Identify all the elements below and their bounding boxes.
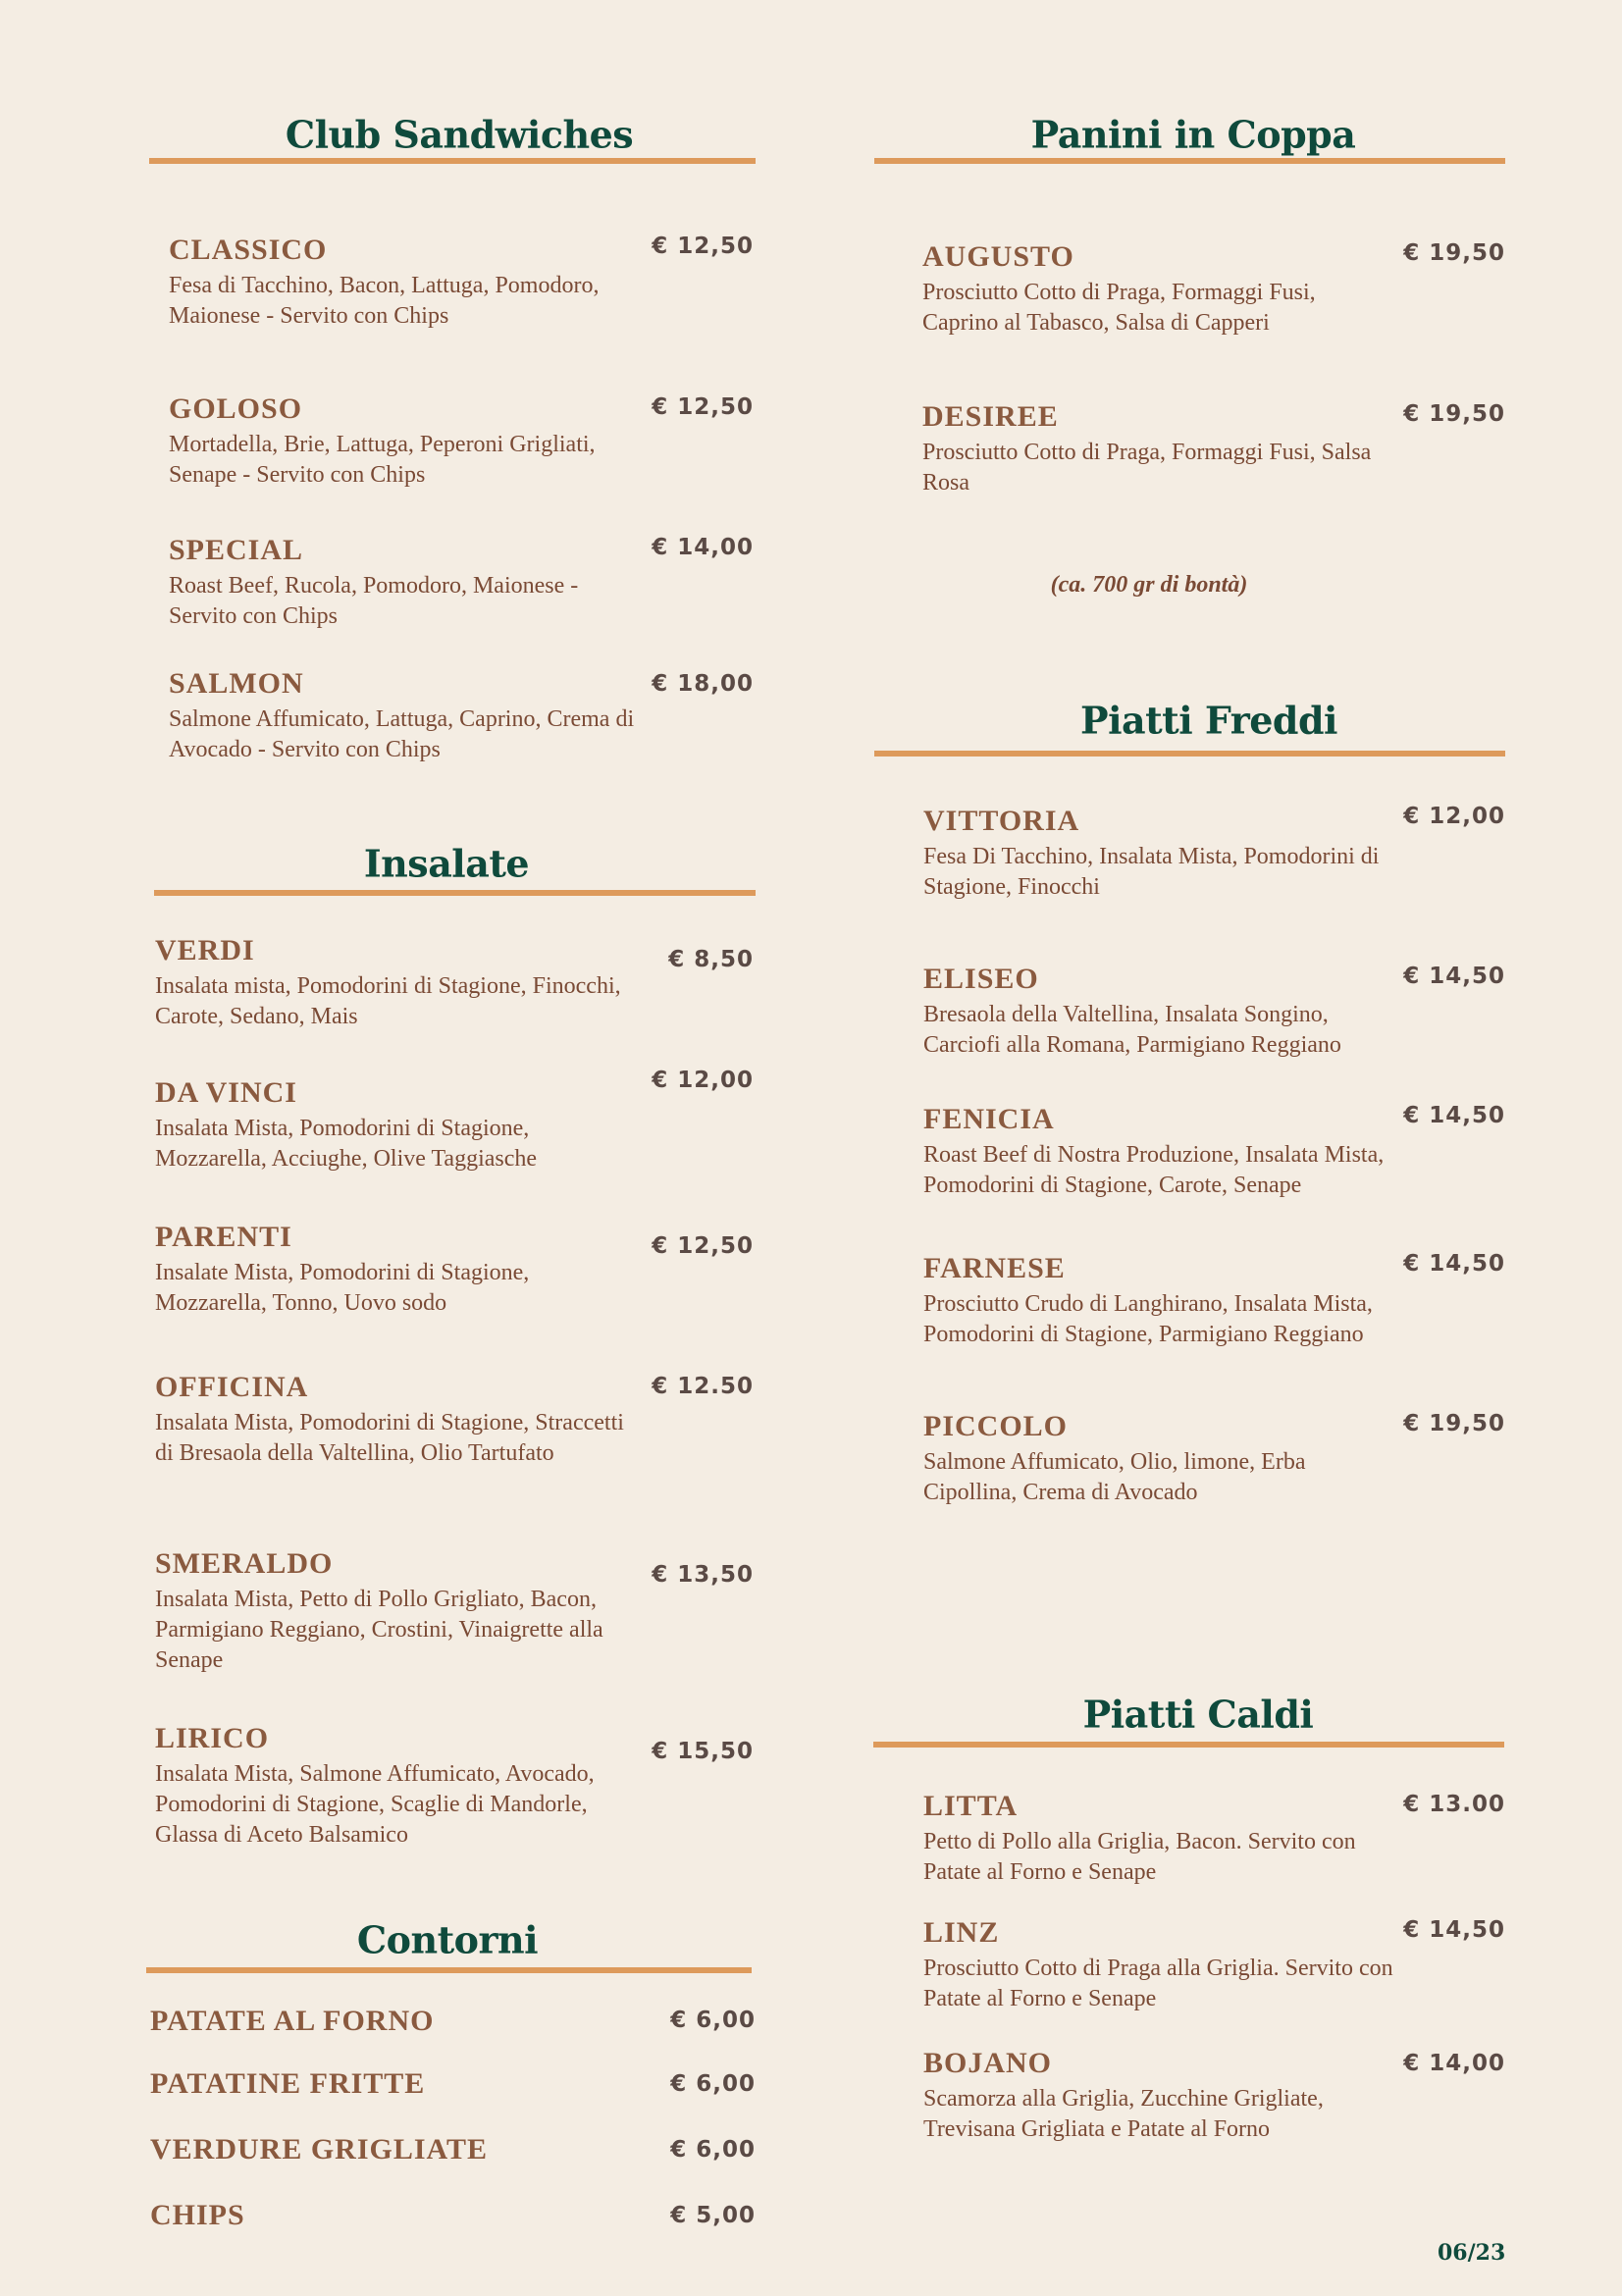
section-divider <box>873 1742 1504 1748</box>
item-name: DA VINCI <box>155 1076 297 1109</box>
item-description: Bresaola della Valtellina, Insalata Songino, Carciofi alla Romana, Parmigiano Reggiano <box>923 1002 1341 1058</box>
item-price: € 19,50 <box>1403 1411 1505 1436</box>
item-name: BOJANO <box>923 2047 1053 2079</box>
item-description: Mortadella, Brie, Lattuga, Peperoni Grigliati, Senape - Servito con Chips <box>169 432 596 488</box>
item-name: SPECIAL <box>169 534 304 566</box>
item-price: € 15,50 <box>652 1739 754 1764</box>
item-description: Prosciutto Crudo di Langhirano, Insalata Mista, Pomodorini di Stagione, Parmigiano Reggiano <box>923 1291 1373 1347</box>
section-divider <box>154 890 756 896</box>
item-price: € 13,50 <box>652 1562 754 1588</box>
item-description: Scamorza alla Griglia, Zucchine Grigliate, Trevisana Grigliata e Patate al Forno <box>923 2086 1324 2142</box>
item-price: € 14,00 <box>652 535 754 560</box>
item-name: LIRICO <box>155 1722 270 1754</box>
item-description: Roast Beef, Rucola, Pomodoro, Maionese - Servito con Chips <box>169 573 579 629</box>
item-price: € 6,00 <box>670 2137 756 2163</box>
item-name: PICCOLO <box>923 1410 1069 1442</box>
item-price: € 14,50 <box>1403 1251 1505 1277</box>
item-name: VITTORIA <box>923 805 1080 837</box>
item-description: Insalata mista, Pomodorini di Stagione, Finocchi, Carote, Sedano, Mais <box>155 973 621 1029</box>
item-name: FENICIA <box>923 1103 1055 1135</box>
page-number: 06/23 <box>1438 2240 1506 2266</box>
menu-item <box>155 1371 626 1469</box>
item-price: € 19,50 <box>1403 401 1505 427</box>
item-name: GOLOSO <box>169 392 303 425</box>
item-name: CHIPS <box>150 2199 245 2231</box>
item-description: Prosciutto Cotto di Praga, Formaggi Fusi, Salsa Rosa <box>922 440 1372 496</box>
item-price: € 18,00 <box>652 671 754 697</box>
item-name: FARNESE <box>923 1252 1066 1284</box>
item-price: € 14,00 <box>1403 2051 1505 2076</box>
item-price: € 14,50 <box>1403 1103 1505 1128</box>
section-divider <box>146 1967 752 1973</box>
menu-item <box>155 1547 626 1676</box>
section-title: Insalate <box>363 841 530 886</box>
section-title: Contorni <box>356 1917 539 1962</box>
section-divider <box>149 158 756 164</box>
item-name: VERDURE GRIGLIATE <box>150 2133 488 2166</box>
item-name: DESIREE <box>922 400 1059 433</box>
item-price: € 6,00 <box>670 2008 756 2033</box>
item-name: LINZ <box>923 1916 1000 1949</box>
menu-item <box>155 1722 626 1851</box>
section-title: Panini in Coppa <box>1030 112 1356 157</box>
section-title: Piatti Caldi <box>1082 1692 1314 1737</box>
item-price: € 6,00 <box>670 2071 756 2097</box>
item-name: PARENTI <box>155 1221 292 1253</box>
item-name: PATATINE FRITTE <box>150 2067 426 2100</box>
item-price: € 12,50 <box>652 234 754 259</box>
menu-item <box>155 1221 626 1319</box>
item-name: AUGUSTO <box>922 240 1074 273</box>
item-price: € 8,50 <box>668 947 754 972</box>
item-price: € 19,50 <box>1403 240 1505 266</box>
item-description: Fesa di Tacchino, Bacon, Lattuga, Pomodoro, Maionese - Servito con Chips <box>169 273 600 329</box>
section-title: Club Sandwiches <box>285 112 634 157</box>
item-name: ELISEO <box>923 963 1039 995</box>
item-description: Insalate Mista, Pomodorini di Stagione, Mozzarella, Tonno, Uovo sodo <box>155 1260 530 1316</box>
item-price: € 14,50 <box>1403 1917 1505 1943</box>
item-price: € 12,00 <box>652 1068 754 1093</box>
section-note: (ca. 700 gr di bontà) <box>1050 572 1248 598</box>
item-description: Petto di Pollo alla Griglia, Bacon. Servito con Patate al Forno e Senape <box>923 1829 1356 1885</box>
item-price: € 12,50 <box>652 1233 754 1259</box>
item-description: Insalata Mista, Petto di Pollo Grigliato, Bacon, Parmigiano Reggiano, Crostini, Vinaigrette alla Senape <box>155 1587 603 1673</box>
item-price: € 12,50 <box>652 394 754 420</box>
item-name: SMERALDO <box>155 1547 334 1580</box>
item-description: Prosciutto Cotto di Praga, Formaggi Fusi, Caprino al Tabasco, Salsa di Capperi <box>922 280 1316 336</box>
item-description: Fesa Di Tacchino, Insalata Mista, Pomodorini di Stagione, Finocchi <box>923 844 1380 900</box>
item-price: € 12,00 <box>1403 804 1505 829</box>
menu-item <box>150 2067 621 2101</box>
item-description: Salmone Affumicato, Olio, limone, Erba Cipollina, Crema di Avocado <box>923 1449 1306 1505</box>
item-description: Insalata Mista, Pomodorini di Stagione, Straccetti di Bresaola della Valtellina, Olio Tartufato <box>155 1410 624 1466</box>
item-description: Roast Beef di Nostra Produzione, Insalata Mista, Pomodorini di Stagione, Carote, Senape <box>923 1142 1385 1198</box>
menu-item <box>150 2199 621 2232</box>
section-divider <box>874 751 1505 757</box>
item-name: OFFICINA <box>155 1371 309 1403</box>
item-price: € 13.00 <box>1403 1792 1505 1817</box>
menu-item <box>155 1076 626 1174</box>
item-price: € 12.50 <box>652 1374 754 1399</box>
section-divider <box>874 158 1505 164</box>
item-name: LITTA <box>923 1790 1019 1822</box>
item-name: SALMON <box>169 667 304 700</box>
item-description: Insalata Mista, Pomodorini di Stagione, Mozzarella, Acciughe, Olive Taggiasche <box>155 1116 538 1172</box>
menu-item <box>155 934 626 1032</box>
menu-item <box>150 2005 621 2038</box>
item-name: VERDI <box>155 934 255 966</box>
item-price: € 5,00 <box>670 2203 756 2228</box>
item-name: PATATE AL FORNO <box>150 2005 435 2037</box>
item-description: Salmone Affumicato, Lattuga, Caprino, Crema di Avocado - Servito con Chips <box>169 706 635 762</box>
menu-item <box>150 2133 621 2166</box>
item-description: Insalata Mista, Salmone Affumicato, Avocado, Pomodorini di Stagione, Scaglie di Mandorle, Glassa di Aceto Balsamico <box>155 1761 595 1848</box>
item-description: Prosciutto Cotto di Praga alla Griglia. Servito con Patate al Forno e Senape <box>923 1956 1393 2011</box>
item-price: € 14,50 <box>1403 964 1505 989</box>
section-title: Piatti Freddi <box>1080 698 1337 743</box>
item-name: CLASSICO <box>169 234 328 266</box>
